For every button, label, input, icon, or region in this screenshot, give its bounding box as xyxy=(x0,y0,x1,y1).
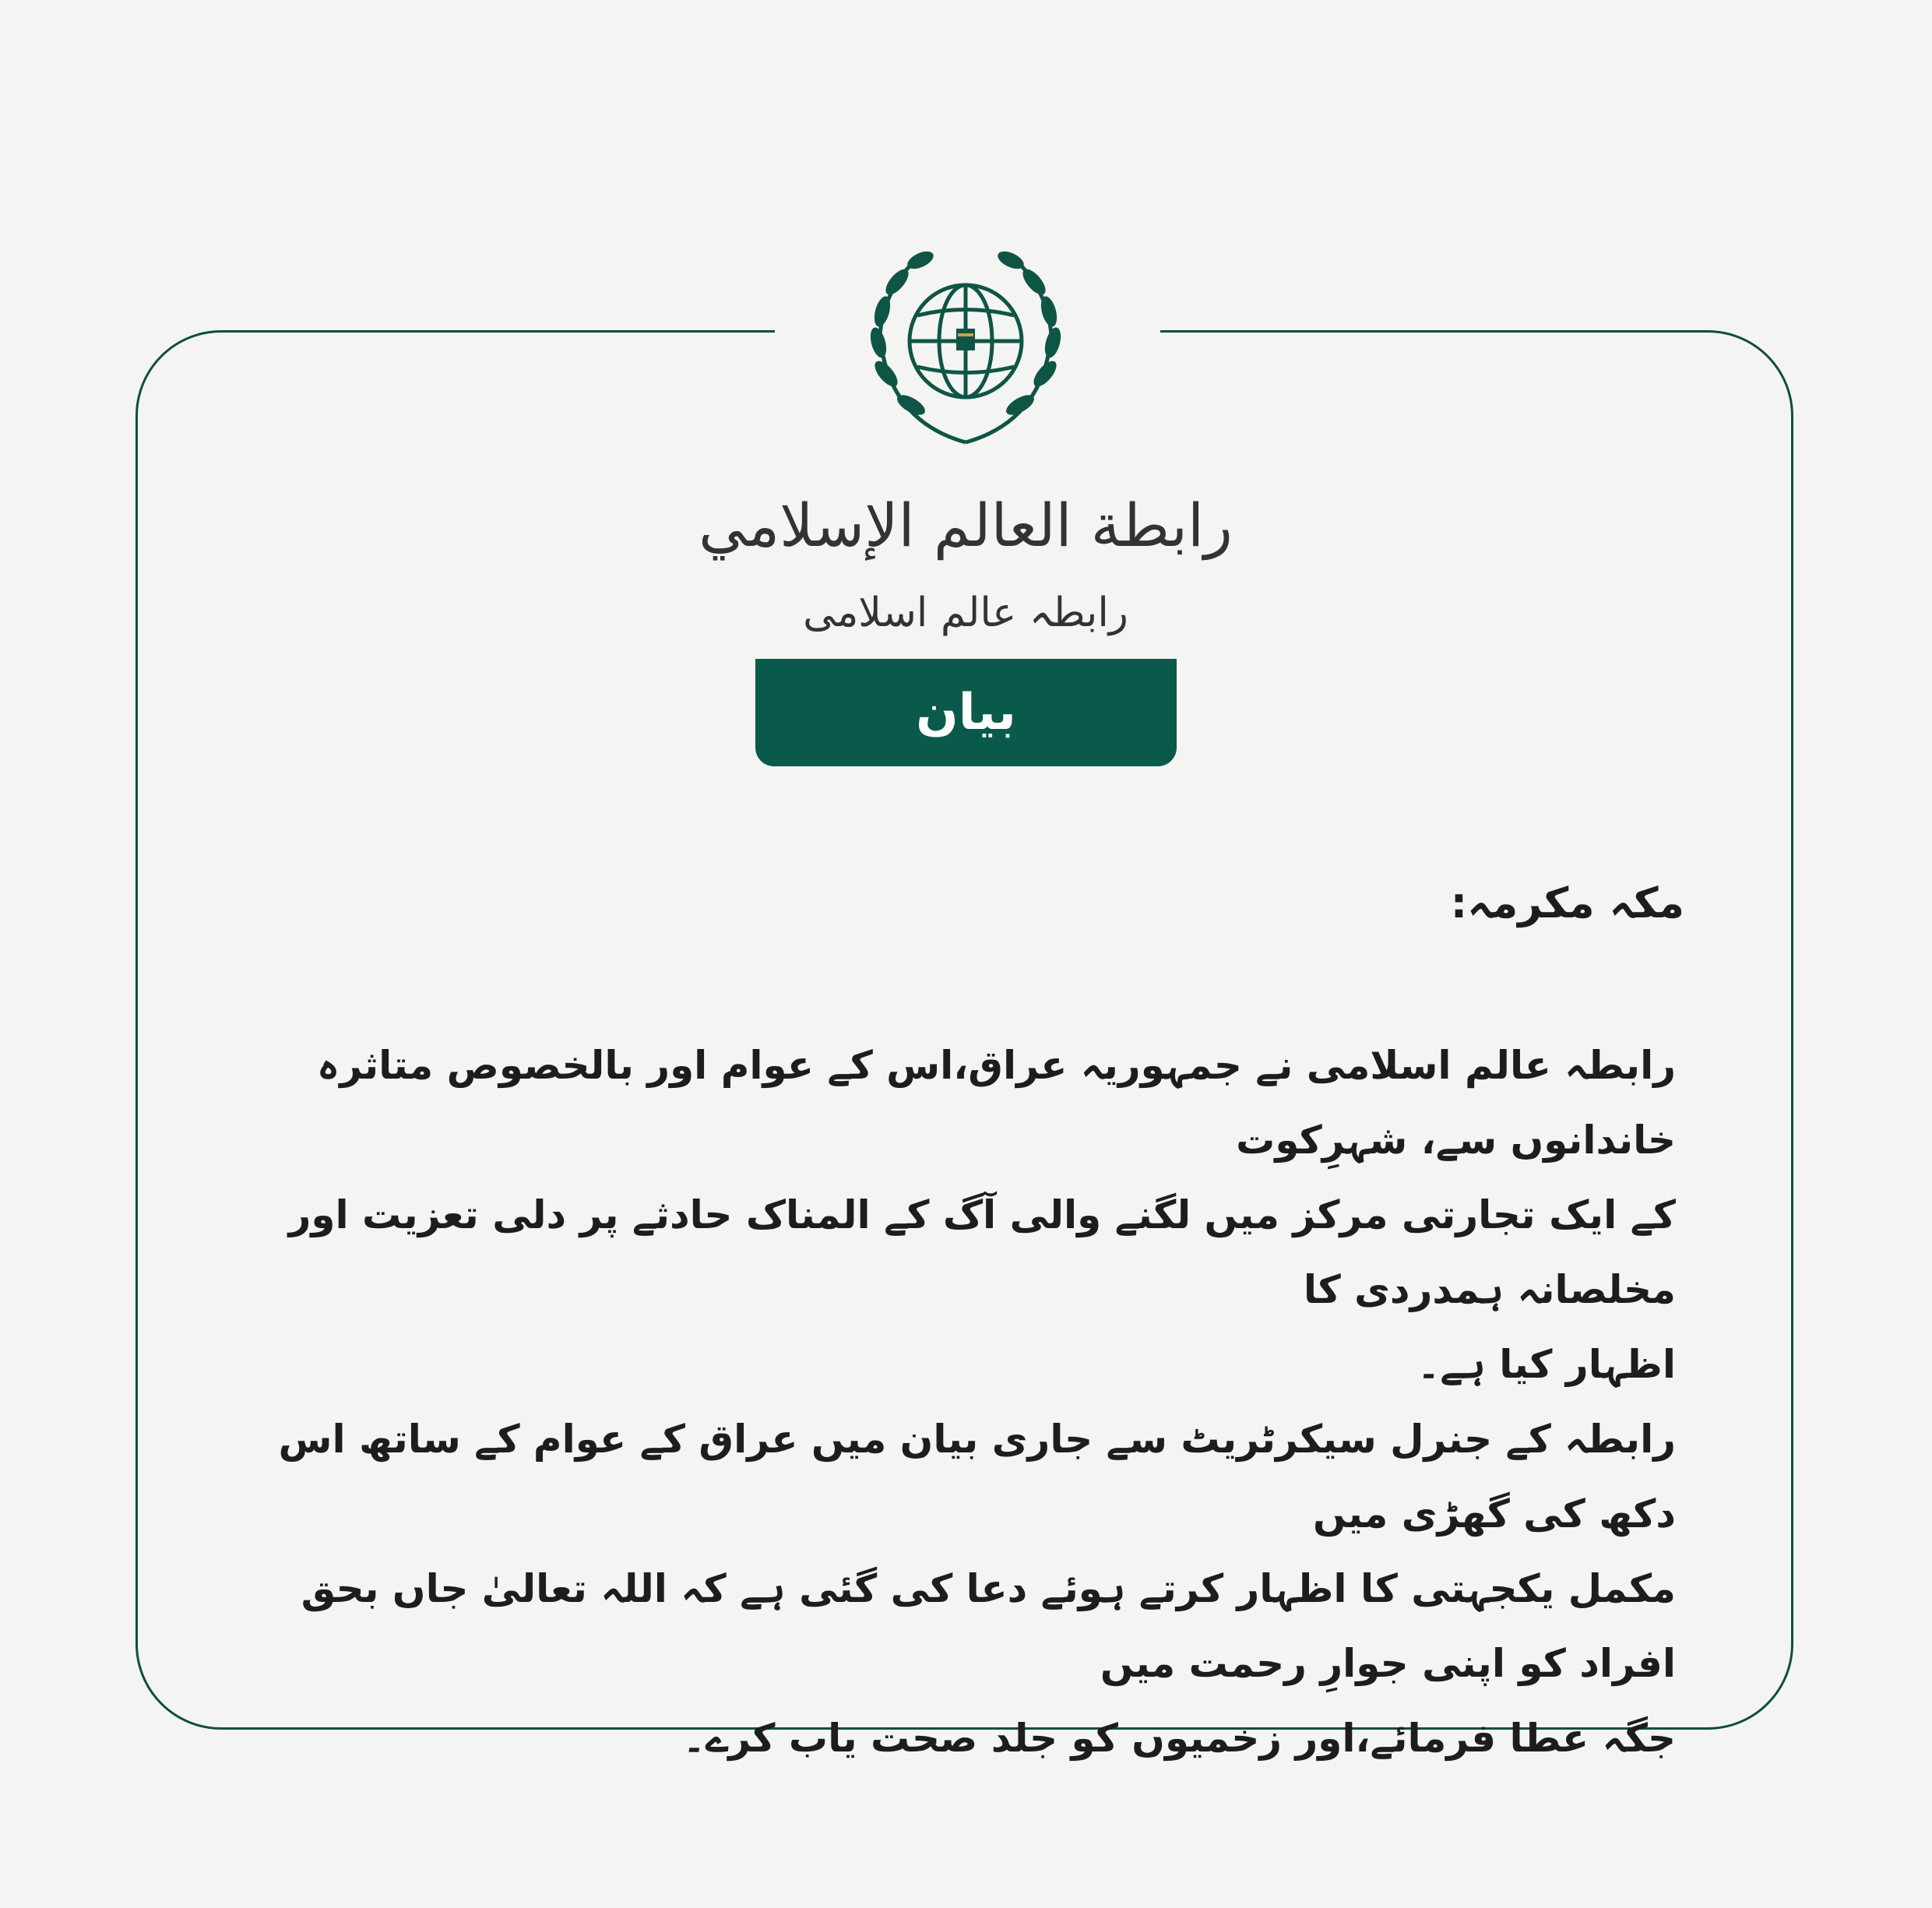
mwl-globe-wreath-logo xyxy=(857,241,1075,452)
paragraph-line: رابطہ عالم اسلامی نے جمہوریہ عراق،اس کے عوام اور بالخصوص متاثرہ خاندانوں سے، شہرِکوت xyxy=(316,1043,1676,1163)
statement-body xyxy=(259,1028,1676,1776)
paragraph-line: رابطہ کے جنرل سیکرٹریٹ سے جاری بیان میں عراق کے عوام کے ساتھ اس دکھ کی گھڑی میں xyxy=(278,1417,1676,1537)
org-name-arabic: رابطة العالم الإسلامي xyxy=(699,491,1233,560)
paragraph-line: کے ایک تجارتی مرکز میں لگنے والی آگ کے المناک حادثے پر دلی تعزیت اور مخلصانہ ہمدردی کا xyxy=(288,1192,1676,1312)
paragraph-line: مکمل یکجہتی کا اظہار کرتے ہوئے دعا کی گئی ہے کہ اللہ تعالیٰ جاں بحق افراد کو اپنی جوارِ رحمت میں xyxy=(301,1566,1676,1686)
paragraph-line: اظہار کیا ہے۔ xyxy=(1416,1342,1676,1387)
org-name-urdu: رابطہ عالم اسلامی xyxy=(803,590,1128,636)
paragraph-line: جگہ عطا فرمائے،اور زخمیوں کو جلد صحت یاب کرے۔ xyxy=(682,1716,1676,1761)
dateline: مکہ مکرمہ: xyxy=(1450,878,1684,928)
paragraph-1 xyxy=(259,1028,1676,1402)
paragraph-2 xyxy=(259,1402,1676,1776)
statement-badge: بیان xyxy=(755,659,1177,766)
